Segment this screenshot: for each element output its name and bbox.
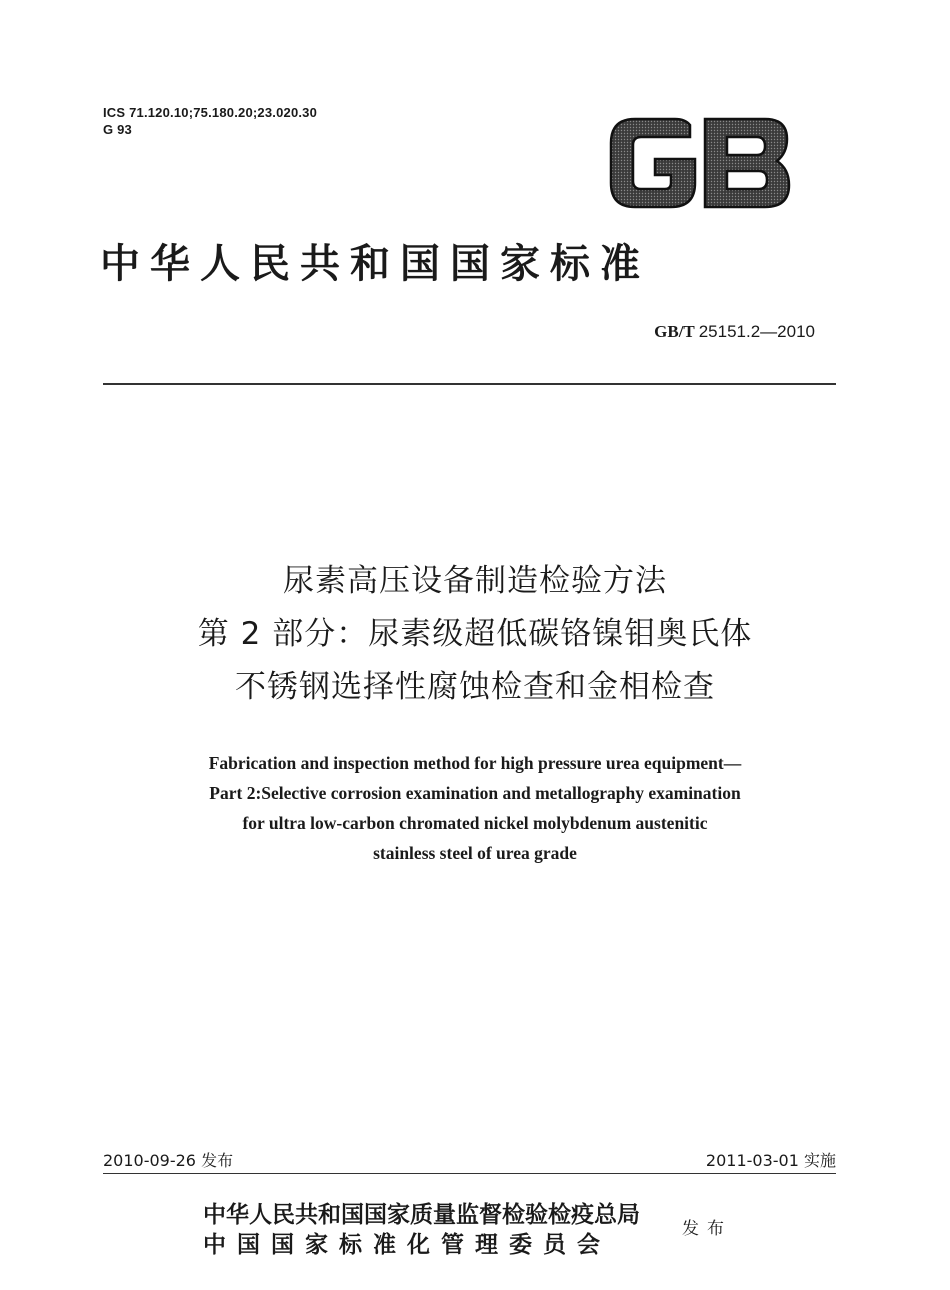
english-title <box>0 748 950 868</box>
standard-number <box>654 322 815 342</box>
issue-date: 2010-09-26 发布 <box>103 1151 234 1170</box>
standard-code: 25151.2—2010 <box>698 322 815 341</box>
chinese-title-line-3: 不锈钢选择性腐蚀检查和金相检查 <box>235 669 715 705</box>
national-standard-title: 中华人民共和国国家标准 <box>100 241 650 287</box>
ics-code: ICS 71.120.10;75.180.20;23.020.30 <box>103 105 318 120</box>
chinese-title-line-1: 尿素高压设备制造检验方法 <box>283 563 667 599</box>
english-title-line-1: Fabrication and inspection method for high pressure urea equipment— <box>208 753 742 773</box>
english-title-line-4: stainless steel of urea grade <box>373 843 577 863</box>
footer-divider <box>103 1173 836 1174</box>
issuer-sac: 中国国家标准化管理委员会 <box>203 1231 611 1258</box>
english-title-line-2: Part 2:Selective corrosion examination and metallography examination <box>209 783 741 803</box>
chinese-title-line-2: 第 2 部分：尿素级超低碳铬镍钼奥氏体 <box>197 616 753 652</box>
standard-prefix: GB/T <box>654 322 695 341</box>
publish-label: 发布 <box>682 1219 732 1239</box>
implementation-date: 2011-03-01 实施 <box>705 1151 836 1170</box>
classification-codes <box>103 104 317 138</box>
ccs-code: G 93 <box>103 122 132 137</box>
chinese-title <box>0 555 950 714</box>
issuer-aqsiq: 中华人民共和国国家质量监督检验检疫总局 <box>203 1201 640 1228</box>
english-title-line-3: for ultra low-carbon chromated nickel molybdenum austenitic <box>242 813 708 833</box>
header-divider <box>103 383 836 385</box>
issuing-authorities <box>203 1200 640 1260</box>
gb-logo <box>605 117 791 209</box>
